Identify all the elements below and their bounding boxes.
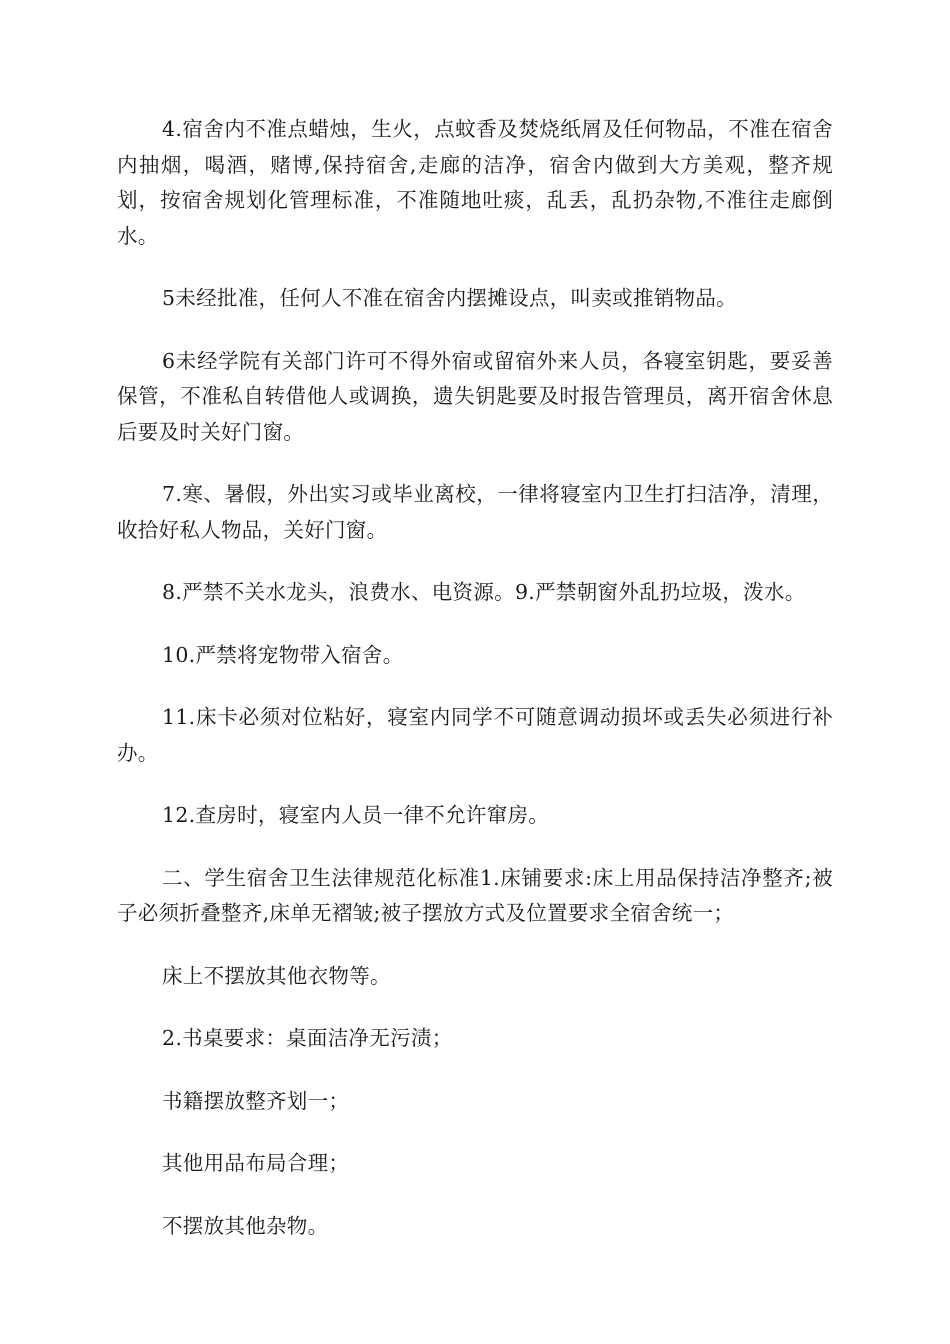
paragraph-other-items: 其他用品布局合理；	[162, 1151, 350, 1175]
paragraph-rule-5: 5未经批准，任何人不准在宿舍内摆摊设点，叫卖或推销物品。	[162, 286, 737, 310]
paragraph-rule-10: 10.严禁将宠物带入宿舍。	[162, 642, 404, 667]
paragraph-books: 书籍摆放整齐划一；	[162, 1088, 350, 1113]
paragraph-rule-7: 7.寒、暑假，外出实习或毕业离校，一律将寝室内卫生打扫洁净，清理，收拾好私人物品，关好门窗。	[117, 482, 833, 542]
paragraph-rule-11: 11.床卡必须对位粘好，寝室内同学不可随意调动损坏或丢失必须进行补办。	[117, 705, 833, 765]
paragraph-bed-note: 床上不摆放其他衣物等。	[162, 963, 391, 988]
paragraph-no-clutter: 不摆放其他杂物。	[162, 1213, 329, 1238]
paragraph-rule-6: 6未经学院有关部门许可不得外宿或留宿外来人员，各寝室钥匙，要妥善保管，不准私自转借他人或调换，遗失钥匙要及时报告管理员，离开宿舍休息后要及时关好门窗。	[117, 348, 833, 444]
paragraph-section-2-bed: 二、学生宿舍卫生法律规范化标准1.床铺要求:床上用品保持洁净整齐;被子必须折叠整齐,床单无褶皱;被子摆放方式及位置要求全宿舍统一；	[117, 865, 833, 925]
paragraph-rule-8-9: 8.严禁不关水龙头，浪费水、电资源。9.严禁朝窗外乱扔垃圾，泼水。	[162, 580, 806, 604]
document-body	[117, 112, 833, 1271]
paragraph-rule-12: 12.查房时，寝室内人员一律不允许窜房。	[162, 803, 550, 827]
paragraph-desk-requirement: 2.书桌要求：桌面洁净无污渍；	[162, 1026, 453, 1050]
paragraph-rule-4: 4.宿舍内不准点蜡烛，生火，点蚊香及焚烧纸屑及任何物品，不准在宿舍内抽烟，喝酒，赌博,保持宿舍,走廊的洁净，宿舍内做到大方美观，整齐规划，按宿舍规划化管理标准，不准随地吐痰，乱丢，乱扔杂物,不准往走廊倒水。	[117, 117, 833, 248]
